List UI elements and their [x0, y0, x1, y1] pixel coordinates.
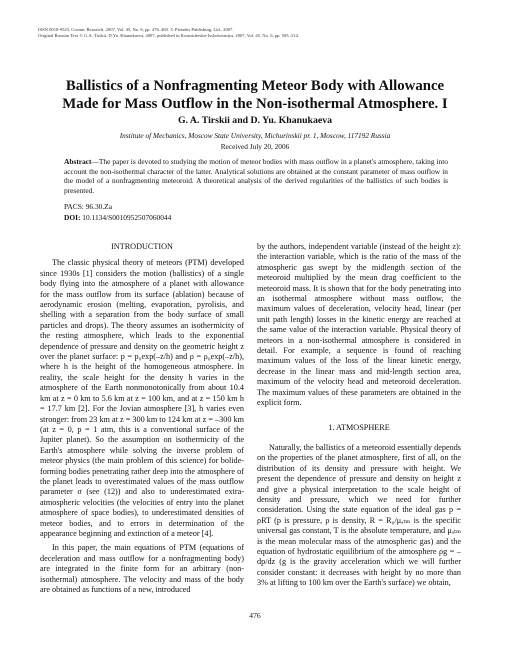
- intro-paragraph-2: In this paper, the main equations of PTM (equations of deceleration and mass outflow for a nonfragmenting body) are integrated in the finite form for an arbitrary (non-isothermal) atmosphere. The velocity and mass of the body are obtained as functions of a new, introduced: [40, 543, 244, 594]
- received-date: Received July 20, 2006: [220, 142, 290, 151]
- authors: G. A. Tirskii and D. Yu. Khanukaeva: [177, 115, 333, 126]
- abstract-label: Abstract: [64, 157, 92, 166]
- left-column: [40, 242, 244, 595]
- right-column: [257, 242, 461, 589]
- institution: Institute of Mechanics, Moscow State University, Michurinskii pr. 1, Moscow, 117192 Russia: [119, 131, 391, 140]
- publication-line: ISSN 0010-9525, Cosmic Research, 2007, Vol. 45, No. 6, pp. 476–483. © Pleiades Publishing, Ltd., 2007.: [38, 27, 234, 32]
- abstract-text: —The paper is devoted to studying the motion of meteor bodies with mass outflow in a planet's atmosphere, taking into account the non-isothermal character of the latter. Analytical solutions are obtained at the constant parameter of mass outflow in the model of a nonfragmenting meteoroid. A theoretical analysis of the derived regularities of the ballistics of such bodies is presented.: [64, 157, 448, 195]
- paper-title: [20, 78, 490, 113]
- page-number: 476: [249, 611, 261, 620]
- title-line-2: Made for Mass Outflow in the Non-isothermal Atmosphere. I: [62, 95, 448, 112]
- atmosphere-paragraph-1: Naturally, the ballistics of a meteoroid essentially depends on the properties of the planet atmosphere, first of all, on the distribution of its density and pressure with height. We present the dependence of pressure and density on height z and give a physical interpretation to the scale height of density and pressure, which we need for further consideration. Using the state equation of the ideal gas p = ρRT (p is pressure, ρ is density, R = R₀/μₐₜₘ is the specific universal gas constant, T is the absolute temperature, and μₐₜₘ is the mean molecular mass of the atmospheric gas) and the equation of hydrostatic equilibrium of the atmosphere ρg = –dp/dz (g is the gravity acceleration which we will further consider constant: it decreases with height by no more than 3% at lifting to 100 km over the Earth's surface) we obtain,: [257, 442, 461, 588]
- publication-header: [38, 27, 299, 40]
- doi: [64, 213, 171, 223]
- section-heading-introduction: INTRODUCTION: [111, 242, 173, 251]
- doi-label: DOI:: [64, 213, 81, 222]
- section-heading-atmosphere: 1. ATMOSPHERE: [328, 422, 390, 432]
- doi-value: 10.1134/S0010952507060044: [80, 213, 172, 222]
- title-line-1: Ballistics of a Nonfragmenting Meteor Body with Allowance: [65, 78, 445, 94]
- pacs-code: PACS: 96.30.Za: [64, 202, 112, 211]
- intro-paragraph-3: by the authors, independent variable (instead of the height z): the interaction variable, which is the ratio of the mass of the atmospheric gas swept by the midlength section of the meteoroid multiplied by the mean drag coefficient to the meteoroid mass. It is shown that for the body penetrating into an isothermal atmosphere without mass outflow, the maximum values of deceleration, velocity head, linear (per unit path length) losses in the kinetic energy are reached at the same value of the interaction variable. Physical theory of meteors in a non-isothermal atmosphere is considered in detail. For example, a sequence is found of reaching maximum values of the loss of the linear kinetic energy, decrease in the linear mass and mid-length section area, maximum of the velocity head and meteoroid deceleration. The maximum values of these parameters are obtained in the explicit form.: [257, 242, 461, 408]
- abstract: [64, 157, 448, 195]
- original-text-line: Original Russian Text © G.A. Tirskii, D.Yu. Khanukaeva, 2007, published in Kosmicheskie Issledovaniya, 2007, Vol. 45, No. 6, pp. 505–514.: [38, 33, 299, 39]
- intro-paragraph-1: The classic physical theory of meteors (PTM) developed since 1930s [1] considers the motion (ballistics) of a single body flying into the atmosphere of a planet with allowance for the mass outflow from its surface (ablation) because of aerodynamic erosion (melting, evaporation, pyrolisis, and shelling with a separation from the body surface of small particles and drops). The theory assumes an isothermicity of the resting atmosphere, which leads to the exponential dependence of pressure and density on the geometric height z over the planet surface: p = p₀exp(–z/h) and ρ = ρ₀exp(–z/h), where h is the height of the homogeneous atmosphere. In reality, the scale height for the density h varies in the atmosphere of the Earth nonmonotonically from about 10.4 km at z = 0 km to 5.6 km at z = 100 km, and at z = 150 km h = 17.7 km [2]. For the Jovian atmosphere [3], h varies even stronger: from 23 km at z = 300 km to 124 km at z = –300 km (at z = 0, p = 1 atm, this is a conventional surface of the Jupiter planet). So the assumption on isothermicity of the Earth's atmosphere while solving the inverse problem of meteor physics (the main problem of this science) for bolide-forming bodies penetrating rather deep into the atmosphere of the planet leads to overestimated values of the mass outflow parameter σ (see (12)) and also to underestimated extra-atmospheric velocities (the velocities of entry into the planet atmosphere of space bodies), to underestimated densities of meteor bodies, and to errors in determination of the appearance beginning and extinction of a meteor [4].: [40, 258, 244, 538]
